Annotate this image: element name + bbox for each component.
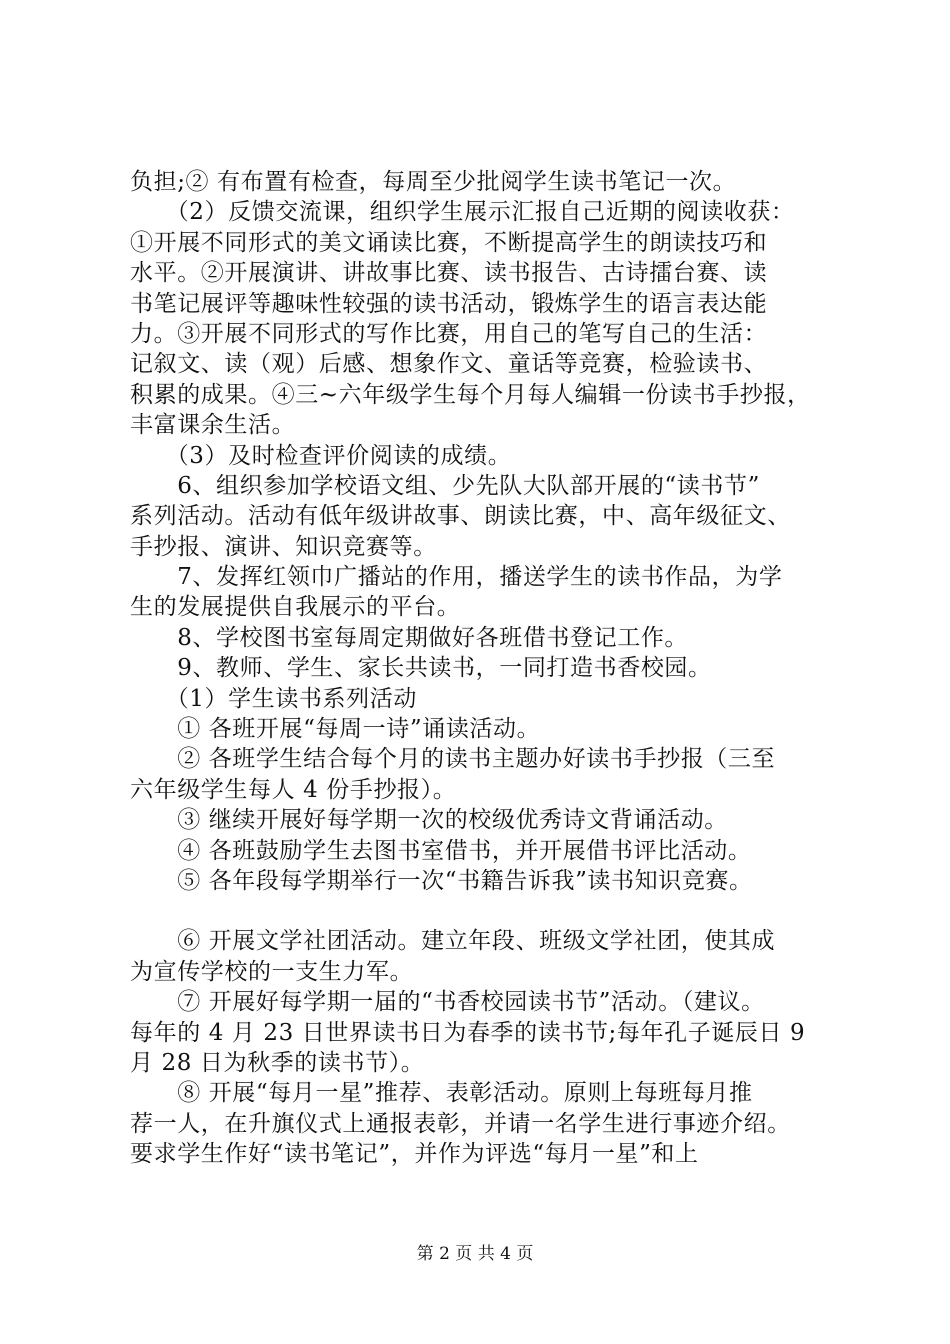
paragraph-gap <box>130 896 830 926</box>
text-line: 每年的 4 月 23 日世界读书日为春季的读书节;每年孔子诞辰日 9 <box>130 1019 806 1046</box>
text-line: ⑤ 各年段每学期举行一次“书籍告诉我”读书知识竞赛。 <box>130 867 753 894</box>
text-line: 力。③开展不同形式的写作比赛，用自己的笔写自己的生活： <box>130 320 768 347</box>
text-line: ⑧ 开展“每月一星”推荐、表彰活动。原则上每班每月推 <box>130 1080 753 1107</box>
text-line: 6、组织参加学校语文组、少先队大队部开展的“读书节” <box>130 472 760 499</box>
text-line: 书笔记展评等趣味性较强的读书活动，锻炼学生的语言表达能 <box>130 290 768 317</box>
text-line: ①开展不同形式的美文诵读比赛，不断提高学生的朗读技巧和 <box>130 229 768 256</box>
text-line: （1）学生读书系列活动 <box>130 685 417 712</box>
text-line: ④ 各班鼓励学生去图书室借书，并开展借书评比活动。 <box>130 837 752 864</box>
page-number-footer: 第 2 页 共 4 页 <box>416 1244 534 1264</box>
text-line: 荐一人，在升旗仪式上通报表彰，并请一名学生进行事迹介绍。 <box>130 1110 791 1137</box>
text-line: ③ 继续开展好每学期一次的校级优秀诗文背诵活动。 <box>130 807 728 834</box>
text-line: 系列活动。活动有低年级讲故事、朗读比赛，中、高年级征文、 <box>130 503 791 530</box>
text-line: 手抄报、演讲、知识竞赛等。 <box>130 533 437 560</box>
text-line: 7、发挥红领巾广播站的作用，播送学生的读书作品，为学 <box>130 564 783 591</box>
text-line: （3）及时检查评价阅读的成绩。 <box>130 442 512 469</box>
text-line: 水平。②开展演讲、讲故事比赛、读书报告、古诗擂台赛、读 <box>130 260 768 287</box>
text-line: （2）反馈交流课，组织学生展示汇报自己近期的阅读收获： <box>130 199 795 226</box>
text-line: 丰富课余生活。 <box>130 412 296 439</box>
text-line: ⑥ 开展文学社团活动。建立年段、班级文学社团，使其成 <box>130 928 776 955</box>
text-line: ⑦ 开展好每学期一届的“书香校园读书节”活动。（建议。 <box>130 989 765 1016</box>
text-line: 月 28 日为秋季的读书节）。 <box>130 1049 425 1076</box>
text-line: 8、学校图书室每周定期做好各班借书登记工作。 <box>130 624 689 651</box>
text-line: 记叙文、读（观）后感、想象作文、童话等竞赛，检验读书、 <box>130 351 768 378</box>
text-line: 9、教师、学生、家长共读书，一同打造书香校园。 <box>130 655 712 682</box>
text-line: 为宣传学校的一支生力军。 <box>130 958 414 985</box>
text-line: 生的发展提供自我展示的平台。 <box>130 594 461 621</box>
text-line: ② 各班学生结合每个月的读书主题办好读书手抄报（三至 <box>130 746 776 773</box>
text-line: 六年级学生每人 4 份手抄报）。 <box>130 776 457 803</box>
text-line: ① 各班开展“每周一诗”诵读活动。 <box>130 716 541 743</box>
text-line: 负担;② 有布置有检查，每周至少批阅学生读书笔记一次。 <box>130 169 737 195</box>
document-body <box>130 167 830 1170</box>
text-line: 积累的成果。④三~六年级学生每个月每人编辑一份读书手抄报， <box>130 381 811 408</box>
text-line: 要求学生作好“读书笔记”，并作为评选“每月一星”和上 <box>130 1141 699 1168</box>
